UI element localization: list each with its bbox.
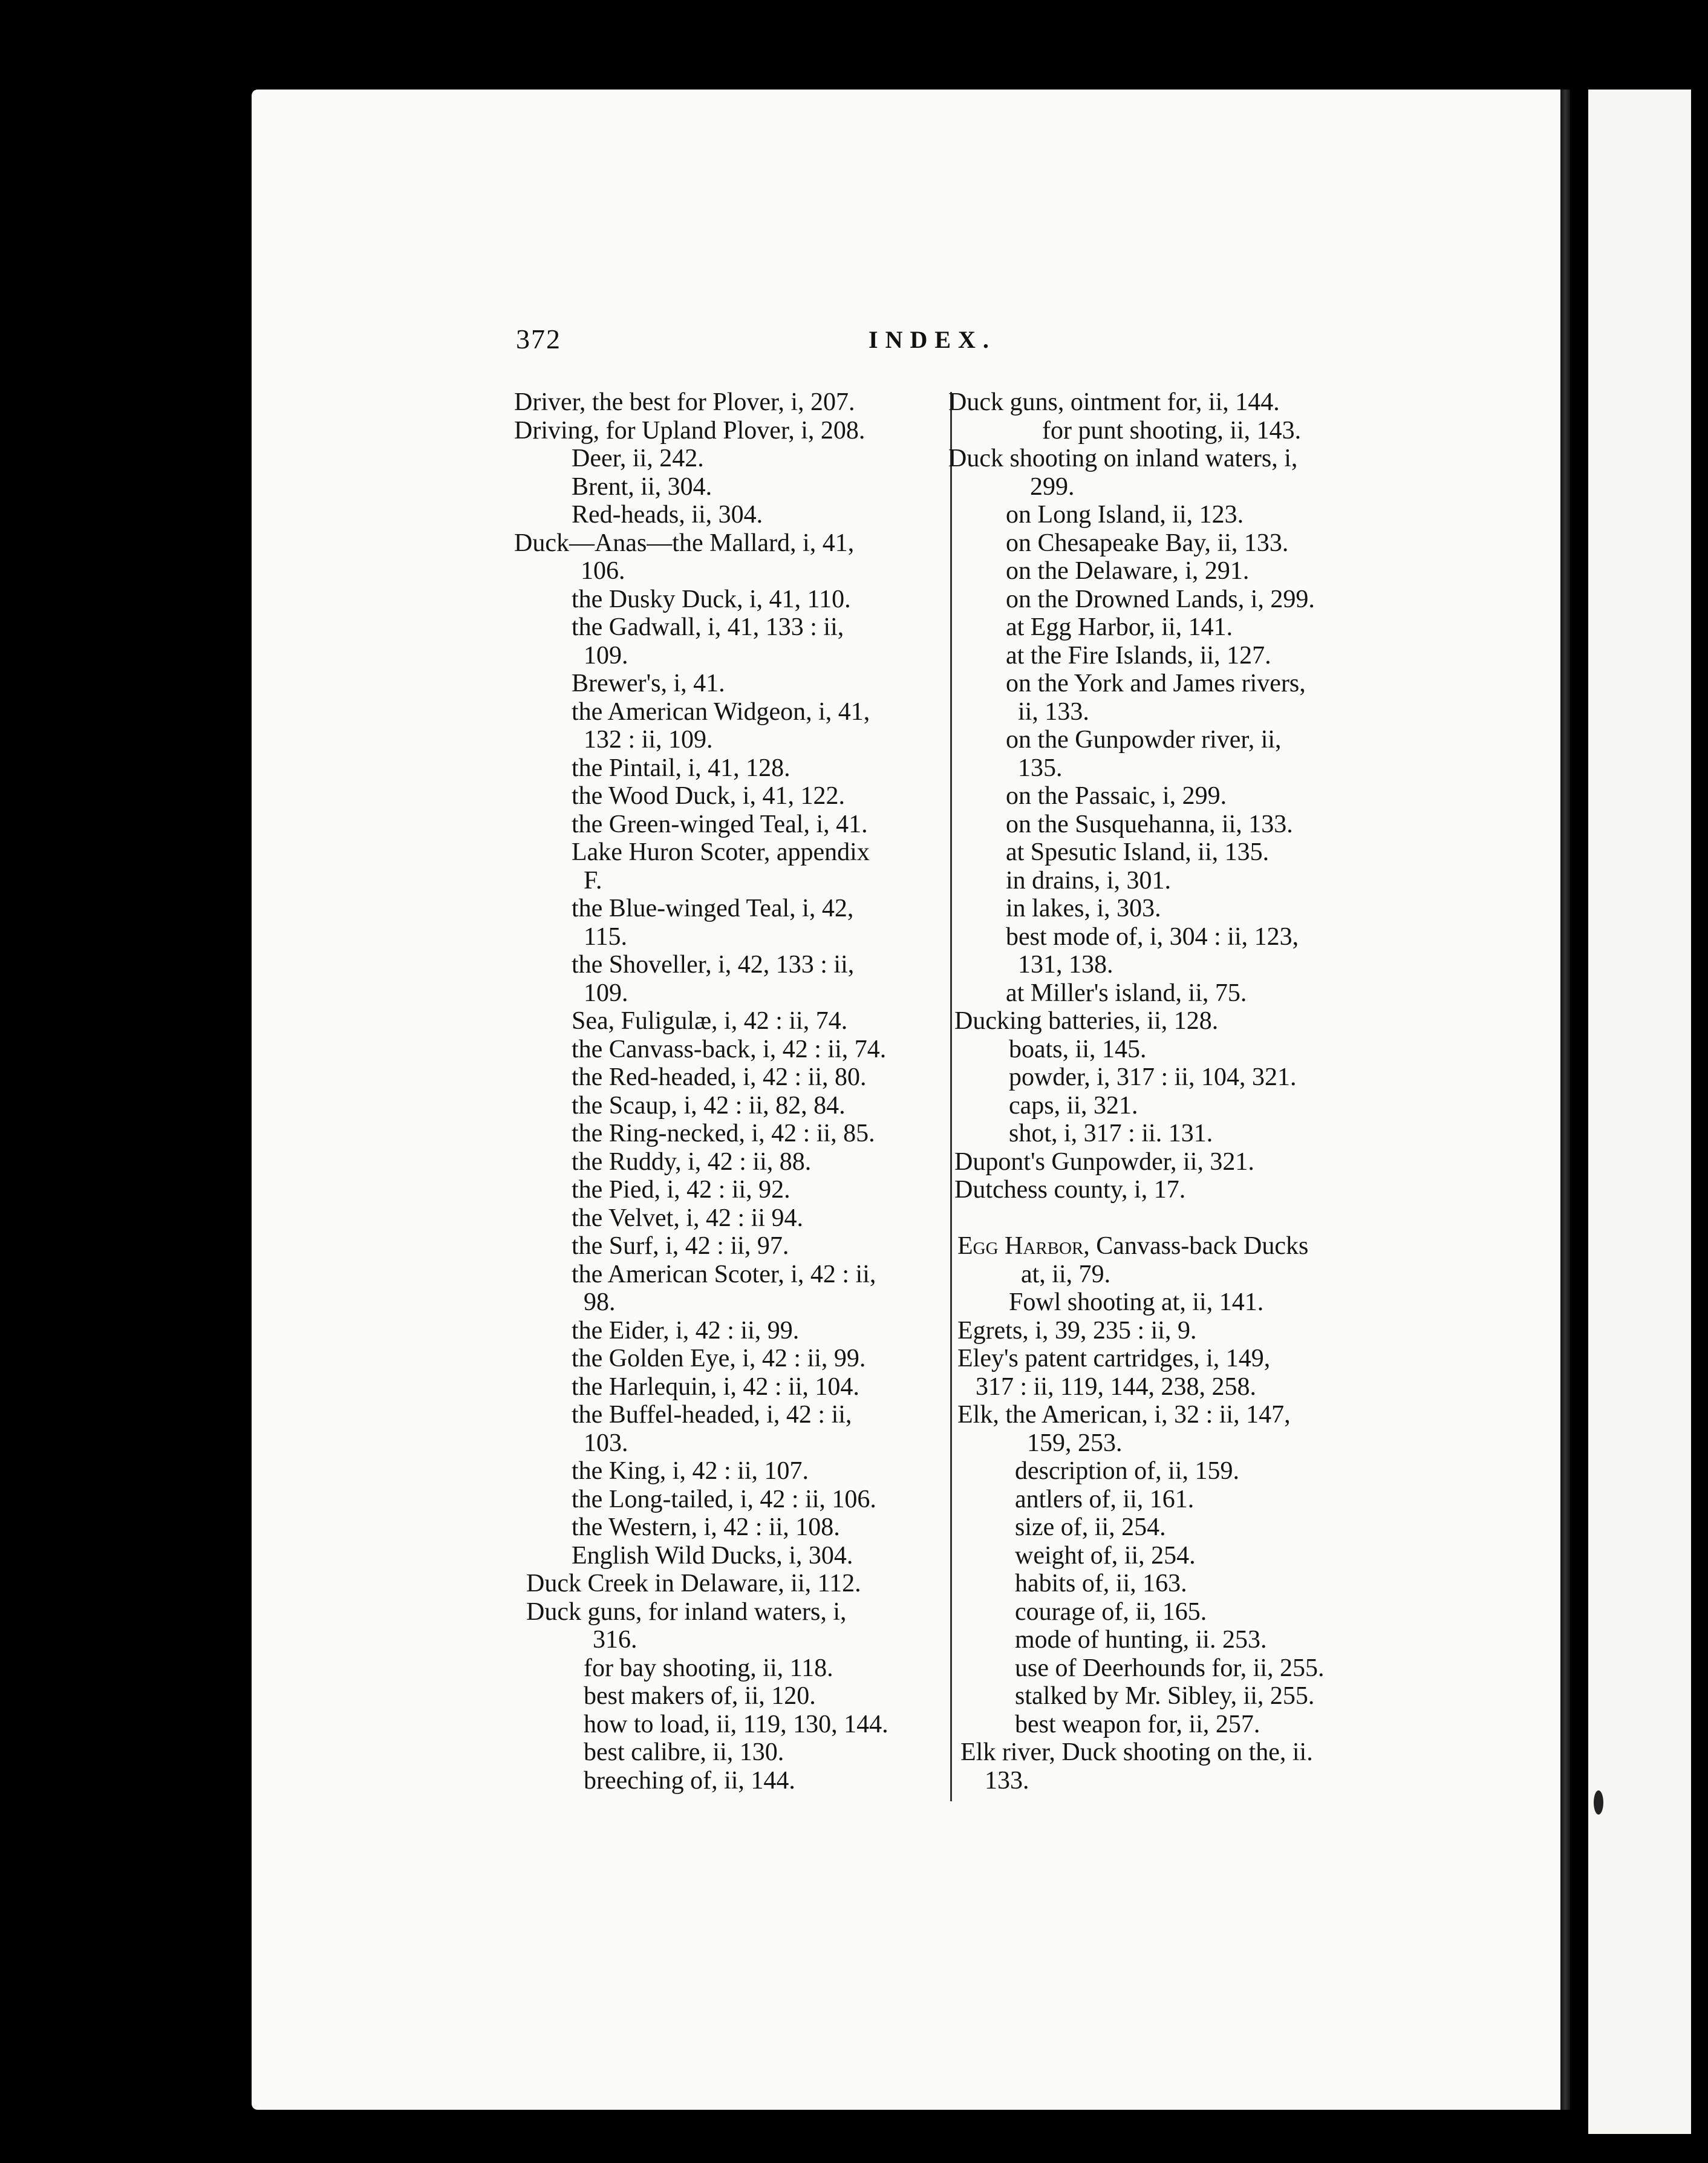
index-entry: on the Delaware, i, 291. xyxy=(1006,557,1250,585)
index-entry: the Gadwall, i, 41, 133 : ii, xyxy=(572,613,844,641)
index-entry: the Long-tailed, i, 42 : ii, 106. xyxy=(572,1485,876,1513)
index-entry: Duck guns, for inland waters, i, xyxy=(526,1597,847,1626)
index-entry: in lakes, i, 303. xyxy=(1006,895,1161,922)
index-entry: 159, 253. xyxy=(1027,1429,1123,1457)
index-entry: on the Gunpowder river, ii, xyxy=(1006,726,1282,754)
index-entry: stalked by Mr. Sibley, ii, 255. xyxy=(1015,1682,1315,1710)
index-entry: the Golden Eye, i, 42 : ii, 99. xyxy=(572,1345,866,1372)
index-entry: 131, 138. xyxy=(1018,951,1113,979)
index-entry: the Red-headed, i, 42 : ii, 80. xyxy=(572,1063,867,1091)
index-entry xyxy=(948,1204,1384,1233)
index-entry: the Buffel-headed, i, 42 : ii, xyxy=(572,1401,852,1429)
index-entry: Dutchess county, i, 17. xyxy=(954,1176,1186,1204)
index-entry: 106. xyxy=(581,557,625,585)
adjacent-page-edge xyxy=(1588,90,1691,2134)
index-entry: the American Scoter, i, 42 : ii, xyxy=(572,1260,876,1288)
page-number: 372 xyxy=(516,324,561,354)
index-entry: the Green-winged Teal, i, 41. xyxy=(572,810,868,838)
index-entry: the Surf, i, 42 : ii, 97. xyxy=(572,1232,789,1260)
index-entry: Elk river, Duck shooting on the, ii. xyxy=(960,1738,1313,1766)
index-entry: best weapon for, ii, 257. xyxy=(1015,1710,1260,1738)
index-entry: best calibre, ii, 130. xyxy=(584,1738,784,1766)
index-entry: Duck guns, ointment for, ii, 144. xyxy=(948,388,1280,416)
index-entry: Ducking batteries, ii, 128. xyxy=(954,1007,1219,1035)
page-edge-mark xyxy=(1594,1790,1603,1815)
index-entry: at Miller's island, ii, 75. xyxy=(1006,979,1247,1007)
index-entry: Duck shooting on inland waters, i, xyxy=(948,445,1298,472)
index-entry: size of, ii, 254. xyxy=(1015,1513,1166,1541)
index-entry: 135. xyxy=(1018,754,1063,782)
index-entry: 299. xyxy=(1030,472,1075,501)
index-entry: the Harlequin, i, 42 : ii, 104. xyxy=(572,1372,859,1401)
index-entry: courage of, ii, 165. xyxy=(1015,1597,1207,1626)
index-entry: Duck Creek in Delaware, ii, 112. xyxy=(526,1570,861,1597)
index-entry: 98. xyxy=(584,1288,616,1316)
index-entry: for punt shooting, ii, 143. xyxy=(1042,416,1302,445)
index-entry: use of Deerhounds for, ii, 255. xyxy=(1015,1654,1325,1682)
index-column-right xyxy=(948,388,1384,1795)
index-entry: the Dusky Duck, i, 41, 110. xyxy=(572,585,851,613)
index-entry: the Wood Duck, i, 41, 122. xyxy=(572,782,845,810)
index-entry: on the Susquehanna, ii, 133. xyxy=(1006,810,1293,838)
index-entry: 316. xyxy=(593,1626,637,1654)
index-entry: at Spesutic Island, ii, 135. xyxy=(1006,838,1270,866)
index-entry: Driver, the best for Plover, i, 207. xyxy=(514,388,855,416)
index-entry: ii, 133. xyxy=(1018,697,1089,726)
index-entry: Brewer's, i, 41. xyxy=(572,670,725,697)
index-entry: Deer, ii, 242. xyxy=(572,445,704,472)
index-entry: 115. xyxy=(584,922,627,951)
index-entry: in drains, i, 301. xyxy=(1006,866,1171,895)
index-entry: F. xyxy=(584,866,602,895)
index-entry: the Eider, i, 42 : ii, 99. xyxy=(572,1316,800,1345)
index-entry: 103. xyxy=(584,1429,628,1457)
index-entry: the Velvet, i, 42 : ii 94. xyxy=(572,1204,804,1232)
index-entry: description of, ii, 159. xyxy=(1015,1457,1239,1485)
index-entry: on Chesapeake Bay, ii, 133. xyxy=(1006,529,1289,557)
index-entry: the Pintail, i, 41, 128. xyxy=(572,754,790,782)
index-entry: the Canvass-back, i, 42 : ii, 74. xyxy=(572,1035,887,1063)
index-entry: the Scaup, i, 42 : ii, 82, 84. xyxy=(572,1091,846,1120)
index-entry: for bay shooting, ii, 118. xyxy=(584,1654,833,1682)
index-entry: Driving, for Upland Plover, i, 208. xyxy=(514,416,865,445)
index-entry: antlers of, ii, 161. xyxy=(1015,1485,1195,1513)
index-entry: how to load, ii, 119, 130, 144. xyxy=(584,1710,888,1738)
index-entry: Fowl shooting at, ii, 141. xyxy=(1009,1288,1264,1316)
index-entry: 109. xyxy=(584,641,628,670)
index-entry: on the Passaic, i, 299. xyxy=(1006,782,1227,810)
index-entry: the Western, i, 42 : ii, 108. xyxy=(572,1513,840,1541)
index-entry: habits of, ii, 163. xyxy=(1015,1570,1187,1597)
index-entry: 133. xyxy=(985,1766,1029,1795)
index-entry: mode of hunting, ii. 253. xyxy=(1015,1626,1267,1654)
index-entry: best mode of, i, 304 : ii, 123, xyxy=(1006,922,1299,951)
index-entry: the Pied, i, 42 : ii, 92. xyxy=(572,1176,790,1204)
index-entry: on Long Island, ii, 123. xyxy=(1006,501,1244,529)
index-column-left xyxy=(514,388,937,1795)
index-entry: Brent, ii, 304. xyxy=(572,472,712,501)
index-entry: Eley's patent cartridges, i, 149, xyxy=(957,1345,1271,1372)
index-entry: Red-heads, ii, 304. xyxy=(572,501,763,529)
index-entry: 317 : ii, 119, 144, 238, 258. xyxy=(976,1372,1256,1401)
index-entry: Elk, the American, i, 32 : ii, 147, xyxy=(957,1401,1291,1429)
index-entry: caps, ii, 321. xyxy=(1009,1091,1138,1120)
index-entry: the Blue-winged Teal, i, 42, xyxy=(572,895,854,922)
running-head: INDEX. xyxy=(869,326,996,353)
index-entry: best makers of, ii, 120. xyxy=(584,1682,816,1710)
index-entry: at, ii, 79. xyxy=(1021,1260,1111,1288)
index-entry: at the Fire Islands, ii, 127. xyxy=(1006,641,1271,670)
index-entry: on the York and James rivers, xyxy=(1006,670,1306,697)
index-entry: Egg Harbor, Canvass-back Ducks xyxy=(957,1232,1309,1260)
index-entry: English Wild Ducks, i, 304. xyxy=(572,1541,853,1570)
page-gutter-shadow xyxy=(1560,90,1570,2110)
index-entry: breeching of, ii, 144. xyxy=(584,1766,795,1795)
index-entry: boats, ii, 145. xyxy=(1009,1035,1147,1063)
index-entry: the Ruddy, i, 42 : ii, 88. xyxy=(572,1147,812,1176)
index-entry: Dupont's Gunpowder, ii, 321. xyxy=(954,1147,1254,1176)
index-entry: 132 : ii, 109. xyxy=(584,726,713,754)
index-entry: 109. xyxy=(584,979,628,1007)
index-entry: Egrets, i, 39, 235 : ii, 9. xyxy=(957,1316,1197,1345)
index-entry: on the Drowned Lands, i, 299. xyxy=(1006,585,1315,613)
index-entry: the Shoveller, i, 42, 133 : ii, xyxy=(572,951,855,979)
index-entry: the Ring-necked, i, 42 : ii, 85. xyxy=(572,1120,875,1147)
index-entry: at Egg Harbor, ii, 141. xyxy=(1006,613,1233,641)
index-entry: powder, i, 317 : ii, 104, 321. xyxy=(1009,1063,1297,1091)
index-entry: shot, i, 317 : ii. 131. xyxy=(1009,1120,1213,1147)
index-entry: the American Widgeon, i, 41, xyxy=(572,697,870,726)
index-entry: the King, i, 42 : ii, 107. xyxy=(572,1457,809,1485)
index-entry: Duck—Anas—the Mallard, i, 41, xyxy=(514,529,855,557)
index-entry: Lake Huron Scoter, appendix xyxy=(572,838,870,866)
index-entry: weight of, ii, 254. xyxy=(1015,1541,1196,1570)
index-entry: Sea, Fuligulæ, i, 42 : ii, 74. xyxy=(572,1007,848,1035)
